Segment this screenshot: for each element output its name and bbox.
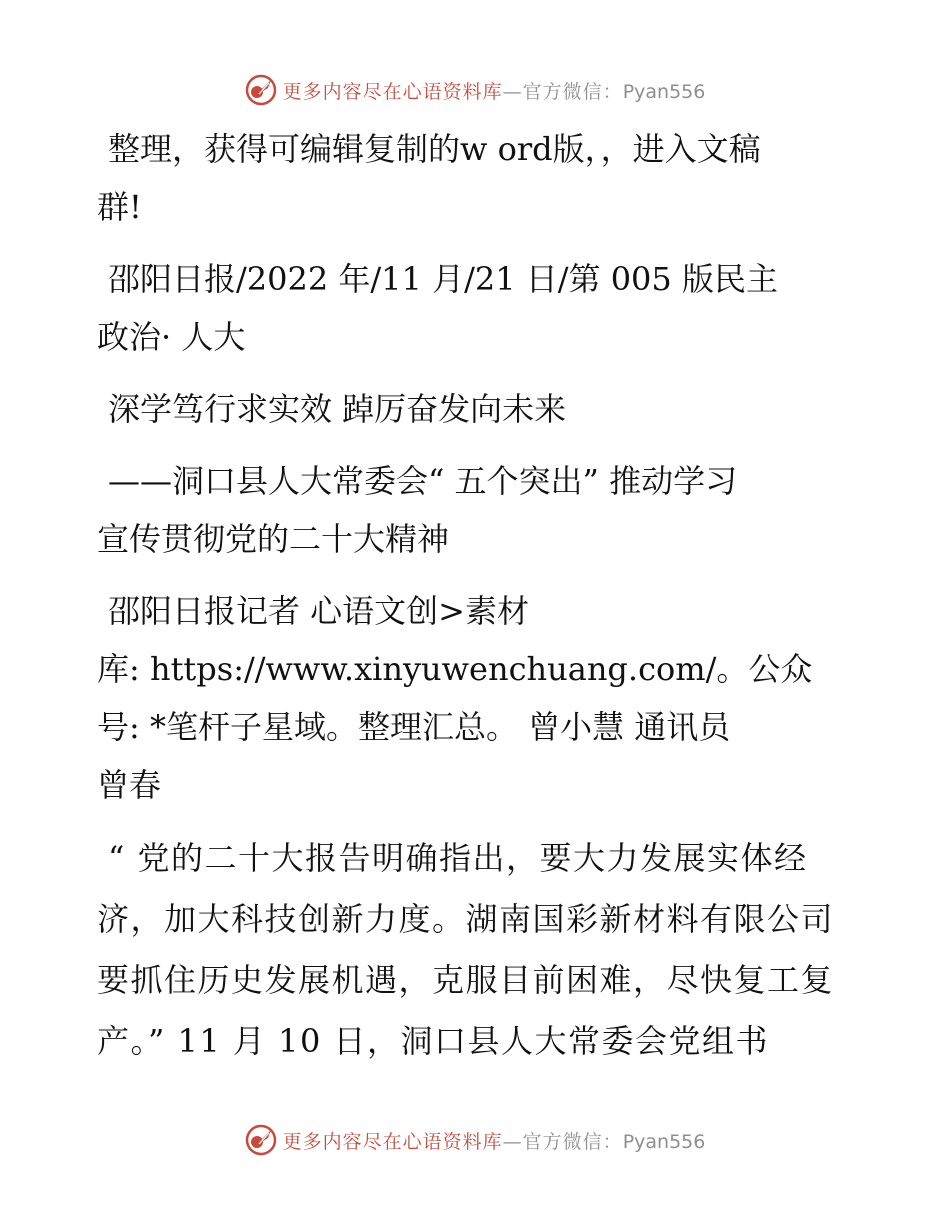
banner-wechat-id: Pyan556 bbox=[622, 80, 706, 103]
article-subtitle: ——洞口县人大常委会“ 五个突出” 推动学习 宣传贯彻党的二十大精神 bbox=[97, 462, 738, 558]
banner-separator: —官方微信： bbox=[502, 1130, 623, 1153]
body-paragraph: “ 党的二十大报告明确指出，要大力发展实体经 济，加大科技创新力度。湖南国彩新材料有限公司 要抓住历史发展机遇，克服目前困难，尽快复工复 产。” 11 月 10 日，洞口县人大常委会党组书 bbox=[97, 839, 835, 1060]
banner-separator: —官方微信： bbox=[502, 80, 623, 103]
byline: 邵阳日报记者 心语文创>素材 库: https://www.xinyuwenchuang.com/。公众 号: *笔杆子星域。整理汇总。 曾小慧 通讯员 曾春 bbox=[97, 592, 813, 804]
document-body bbox=[97, 120, 857, 1086]
article-title: 深学笃行求实效 踔厉奋发向未来 bbox=[108, 390, 567, 428]
quill-logo-icon bbox=[245, 74, 277, 106]
header-watermark bbox=[0, 70, 950, 110]
source-line: 邵阳日报/2022 年/11 月/21 日/第 005 版民主 政治· 人大 bbox=[97, 260, 778, 356]
banner-brand: 更多内容尽在心语资料库 bbox=[282, 80, 503, 103]
intro-paragraph: 整理，获得可编辑复制的w ord版，，进入文稿 群! bbox=[97, 130, 761, 226]
footer-watermark bbox=[0, 1120, 950, 1160]
banner-wechat-id: Pyan556 bbox=[622, 1130, 706, 1153]
banner-brand: 更多内容尽在心语资料库 bbox=[282, 1130, 503, 1153]
quill-logo-icon bbox=[245, 1124, 277, 1156]
